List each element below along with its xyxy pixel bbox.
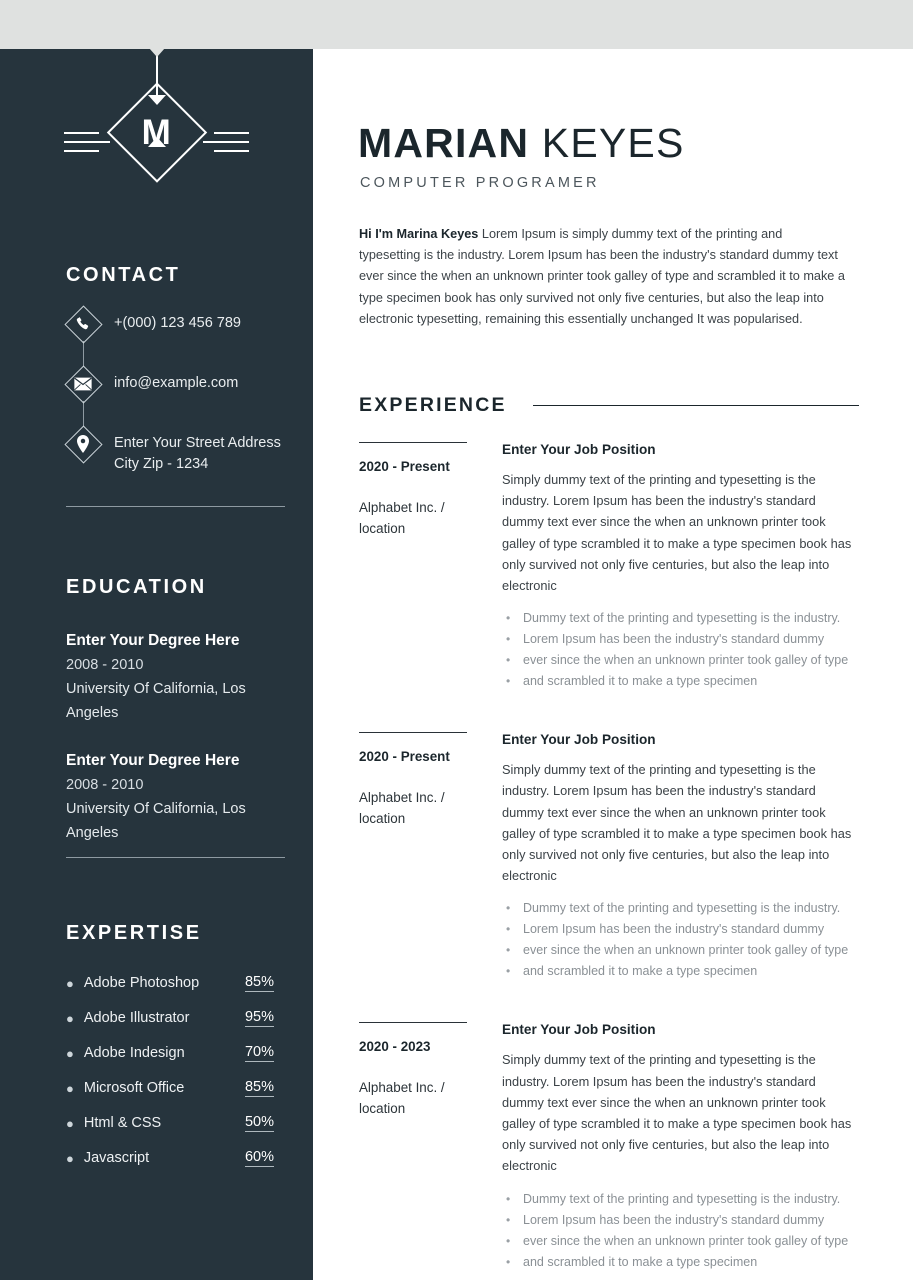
intro-body: Lorem Ipsum is simply dummy text of the printing and typesetting is the industry. Lorem Ipsum has been the industry's standard dummy text ever since the when an unknown printer took galley of type and scrambled it to make a type specimen book has only survived not only five centuries, but also the leap into electronic typesetting, remaining this essentially unchanged It was popularised. (359, 227, 845, 326)
contact-item-address[interactable] (66, 427, 291, 475)
sidebar-divider-1 (66, 506, 285, 507)
list-item: • Lorem Ipsum has been the industry's standard dummy (502, 1210, 859, 1231)
experience-bullet-list (502, 898, 859, 982)
expertise-name: Adobe Indesign (83, 1045, 185, 1061)
experience-meta (359, 1022, 502, 1272)
expertise-item (66, 1044, 274, 1062)
page-title (358, 120, 685, 167)
logo-block (0, 49, 313, 199)
location-pin-icon (66, 427, 100, 461)
experience-date: 2020 - 2023 (359, 1039, 431, 1055)
contact-heading: CONTACT (66, 264, 181, 286)
bullet-icon: ● (66, 975, 74, 991)
education-heading: EDUCATION (66, 576, 207, 598)
contact-address-line1: Enter Your Street Address (114, 435, 281, 451)
experience-list (359, 442, 859, 1280)
experience-position: Enter Your Job Position (502, 442, 656, 457)
intro-paragraph (359, 224, 846, 330)
experience-company: Alphabet Inc. / location (359, 500, 445, 536)
name-first: MARIAN (358, 120, 530, 166)
experience-item-rule (359, 732, 467, 733)
experience-body (502, 442, 859, 692)
experience-item (359, 732, 859, 982)
experience-item-rule (359, 442, 467, 443)
logo-right-lines (203, 132, 249, 152)
education-school: University Of California, Los Angeles (66, 801, 246, 841)
list-item: • ever since the when an unknown printer took galley of type (502, 650, 859, 671)
expertise-heading: EXPERTISE (66, 922, 202, 944)
experience-item (359, 442, 859, 692)
sidebar (0, 49, 313, 1280)
list-item: • and scrambled it to make a type specimen (502, 1252, 859, 1273)
experience-item-rule (359, 1022, 467, 1023)
experience-item (359, 1022, 859, 1272)
experience-bullet-list (502, 608, 859, 692)
education-years: 2008 - 2010 (66, 777, 144, 793)
expertise-item (66, 1009, 274, 1027)
experience-description: Simply dummy text of the printing and typesetting is the industry. Lorem Ipsum has been the industry's standard dummy text ever since the when an unknown printer took galley of type scrambled it to make a type specimen book has only survived not only five centuries, but also the leap into electronic (502, 472, 852, 594)
main-content (313, 49, 913, 1280)
experience-position: Enter Your Job Position (502, 732, 656, 748)
experience-meta (359, 442, 502, 692)
list-item: • Dummy text of the printing and typesetting is the industry. (502, 898, 859, 919)
phone-icon (66, 307, 100, 341)
experience-date: 2020 - Present (359, 459, 450, 474)
expertise-percent: 60% (244, 1149, 274, 1165)
expertise-name: Javascript (83, 1150, 150, 1166)
list-item: • Dummy text of the printing and typesetting is the industry. (502, 1189, 859, 1210)
education-list (66, 629, 296, 869)
experience-position: Enter Your Job Position (502, 1022, 656, 1038)
expertise-name: Adobe Illustrator (83, 1010, 190, 1026)
contact-item-phone[interactable] (66, 307, 291, 367)
experience-company: Alphabet Inc. / location (359, 790, 445, 827)
expertise-percent: 50% (244, 1114, 274, 1130)
contact-address-line2: City Zip - 1234 (114, 456, 209, 472)
experience-description: Simply dummy text of the printing and typesetting is the industry. Lorem Ipsum has been the industry's standard dummy text ever since the when an unknown printer took galley of type scrambled it to make a type specimen book has only survived not only five centuries, but also the leap into electronic (502, 762, 852, 884)
experience-bullet-list (502, 1189, 859, 1273)
education-degree: Enter Your Degree Here (66, 752, 240, 769)
experience-heading: EXPERIENCE (359, 394, 507, 416)
bullet-icon: ● (66, 1045, 74, 1061)
expertise-name: Html & CSS (83, 1115, 162, 1131)
top-gray-band (0, 0, 913, 49)
contact-address-text (114, 427, 281, 475)
contact-list (66, 307, 291, 475)
expertise-percent: 85% (244, 1079, 274, 1095)
experience-body (502, 732, 859, 982)
contact-item-email[interactable] (66, 367, 291, 427)
list-item: • and scrambled it to make a type specimen (502, 671, 859, 692)
contact-email-text: info@example.com (114, 375, 239, 391)
experience-meta (359, 732, 502, 982)
experience-description: Simply dummy text of the printing and typesetting is the industry. Lorem Ipsum has been the industry's standard dummy text ever since the when an unknown printer took galley of type scrambled it to make a type specimen book has only survived not only five centuries, but also the leap into electronic (502, 1052, 852, 1174)
name-last-text: KEYES (541, 120, 685, 166)
expertise-name: Adobe Photoshop (83, 975, 200, 991)
expertise-item (66, 1149, 274, 1167)
list-item: • Dummy text of the printing and typesetting is the industry. (502, 608, 859, 629)
experience-date: 2020 - Present (359, 749, 450, 765)
bullet-icon: ● (66, 1010, 74, 1026)
job-role-subtitle: COMPUTER PROGRAMER (360, 175, 600, 191)
expertise-item (66, 974, 274, 992)
experience-section-header (359, 394, 859, 417)
sidebar-divider-2 (66, 857, 285, 858)
contact-phone-text: +(000) 123 456 789 (114, 315, 241, 331)
education-degree: Enter Your Degree Here (66, 632, 240, 649)
expertise-percent: 70% (244, 1044, 274, 1060)
expertise-name: Microsoft Office (83, 1080, 185, 1096)
list-item: • and scrambled it to make a type specimen (502, 961, 859, 982)
expertise-item (66, 1079, 274, 1097)
logo-left-lines (64, 132, 110, 152)
education-item (66, 629, 296, 725)
list-item: • ever since the when an unknown printer took galley of type (502, 940, 859, 961)
envelope-icon (66, 367, 100, 401)
education-school: University Of California, Los Angeles (66, 681, 246, 721)
expertise-item (66, 1114, 274, 1132)
logo-stem-cap (149, 48, 165, 57)
experience-heading-rule (533, 405, 859, 406)
intro-lead: Hi I'm Marina Keyes (359, 227, 479, 241)
bullet-icon: ● (66, 1080, 74, 1096)
list-item: • Lorem Ipsum has been the industry's standard dummy (502, 919, 859, 940)
experience-body (502, 1022, 859, 1272)
experience-company: Alphabet Inc. / location (359, 1080, 445, 1117)
education-years: 2008 - 2010 (66, 657, 144, 673)
list-item: • Lorem Ipsum has been the industry's standard dummy (502, 629, 859, 650)
bullet-icon: ● (66, 1115, 74, 1131)
name-last (529, 120, 542, 166)
bullet-icon: ● (66, 1150, 74, 1166)
expertise-percent: 85% (244, 974, 274, 990)
logo-monogram-letter: M (141, 112, 172, 152)
education-item (66, 749, 296, 845)
expertise-list (66, 974, 274, 1184)
list-item: • ever since the when an unknown printer took galley of type (502, 1231, 859, 1252)
expertise-percent: 95% (244, 1009, 274, 1025)
